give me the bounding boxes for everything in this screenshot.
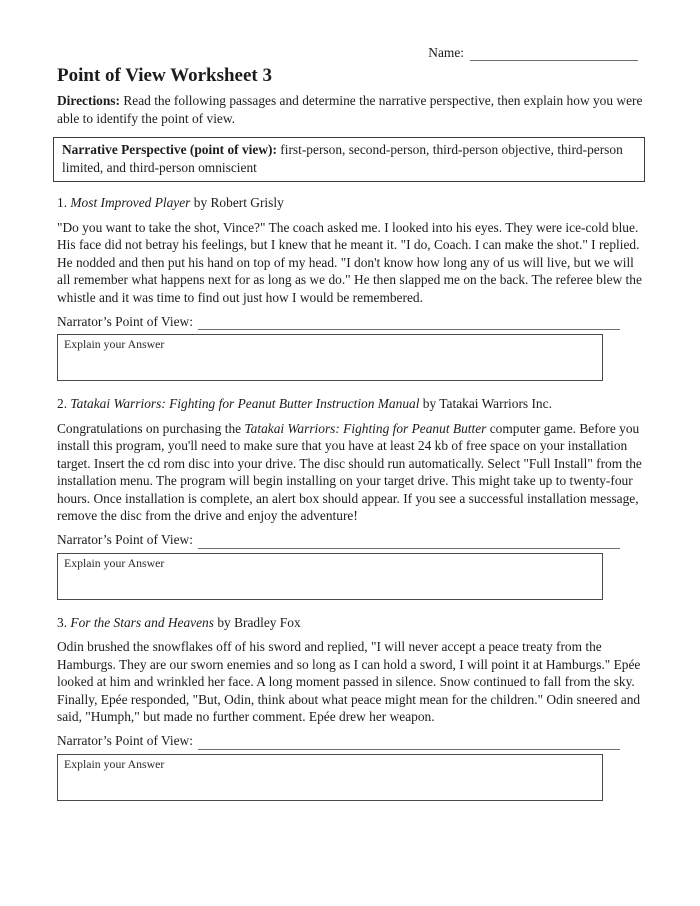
section-2-passage <box>57 420 649 525</box>
section-2-answer-box-label: Explain your Answer <box>64 555 165 570</box>
section-1-passage-text: "Do you want to take the shot, Vince?" The coach asked me. I looked into his eyes. They were ice-cold blue. His face did not betray his feelings, but I knew that he meant it. "I do, Coach. I can make the shot." I replied. He nodded and then put his hand on top of my head. "I don't know how long any of us will live, but we will all remember what happens next for as long as we do." He then slapped me on the back. The referee blew the whistle and it was time to find out just how I would be remembered. <box>57 219 642 305</box>
section-2-heading <box>57 395 648 413</box>
section-1-answer-box-label: Explain your Answer <box>64 337 165 351</box>
name-blank-line[interactable] <box>470 46 638 61</box>
section-3-answer-box-label: Explain your Answer <box>64 756 165 771</box>
section-1-title: Most Improved Player <box>70 195 191 210</box>
section-1-npov-label: Narrator’s Point of View: <box>57 313 193 329</box>
section-3-passage <box>57 638 649 726</box>
section-3-title: For the Stars and Heavens <box>70 614 214 630</box>
section-1-npov-row <box>57 312 648 330</box>
section-1-heading <box>57 194 648 212</box>
section-3-heading <box>57 614 648 632</box>
page-title: Point of View Worksheet 3 <box>57 65 272 86</box>
directions-text: Read the following passages and determine the narrative perspective, then explain how you were able to identify the point of view. <box>57 93 643 126</box>
section-3-npov-label: Narrator’s Point of View: <box>57 733 193 748</box>
section-3-answer-box[interactable] <box>57 754 603 801</box>
section-2-npov-label: Narrator’s Point of View: <box>57 532 193 547</box>
section-2-passage-text-b: computer game. Before you install this program, you'll need to make sure that you have at least 24 kb of free space on your installation target. Insert the cd rom disc into your drive. The disc should run automatically. Select "Full Install" from the installation menu. The program will begin installing on your target drive. This might take up to twenty-four hours. Once installation is complete, an alert box should appear. If you see a successful installation message, remove the disc from the drive and enjoy the adventure! <box>57 420 642 523</box>
section-2-passage-game-title: Tatakai Warriors: Fighting for Peanut Butter <box>244 420 487 436</box>
section-1-answer-box[interactable] <box>57 334 603 381</box>
section-1-byline: by Robert Grisly <box>193 195 284 210</box>
directions <box>57 92 649 127</box>
perspective-box-text: first-person, second-person, third-person objective, third-person limited, and third-person omniscient <box>62 142 623 175</box>
section-2-answer-box[interactable] <box>57 553 603 600</box>
section-3-number: 3. <box>57 614 68 630</box>
section-2-number: 2. <box>57 396 68 411</box>
section-1-number: 1. <box>57 195 68 210</box>
section-3-byline: by Bradley Fox <box>217 614 301 630</box>
section-2-npov-blank-line[interactable] <box>198 533 620 549</box>
section-3-passage-text: Odin brushed the snowflakes off of his sword and replied, "I will never accept a peace treaty from the Hamburgs. They are our sworn enemies and so long as I can hold a sword, I will point it at Hamburgs." Epée looked at him and wrinkled her face. A long moment passed in silence. Snow continued to fall from the sky. Finally, Epée responded, "But, Odin, think about what peace might mean for the children." Odin sneered and said, "Humph," but made no further comment. Epée drew her weapon. <box>57 639 641 724</box>
section-1-passage <box>57 219 649 307</box>
directions-label: Directions: <box>57 93 120 108</box>
narrative-perspective-box <box>53 137 645 182</box>
section-2-npov-row <box>57 531 648 549</box>
name-row <box>57 44 638 61</box>
section-3-npov-blank-line[interactable] <box>198 734 620 750</box>
perspective-box-label: Narrative Perspective (point of view): <box>62 142 277 157</box>
section-2-passage-text-a: Congratulations on purchasing the <box>57 420 242 436</box>
name-label: Name: <box>428 44 464 60</box>
section-2-byline: by Tatakai Warriors Inc. <box>422 396 552 411</box>
section-2-title: Tatakai Warriors: Fighting for Peanut Butter Instruction Manual <box>70 396 420 411</box>
section-1-npov-blank-line[interactable] <box>198 314 620 330</box>
section-3-npov-row <box>57 732 648 750</box>
